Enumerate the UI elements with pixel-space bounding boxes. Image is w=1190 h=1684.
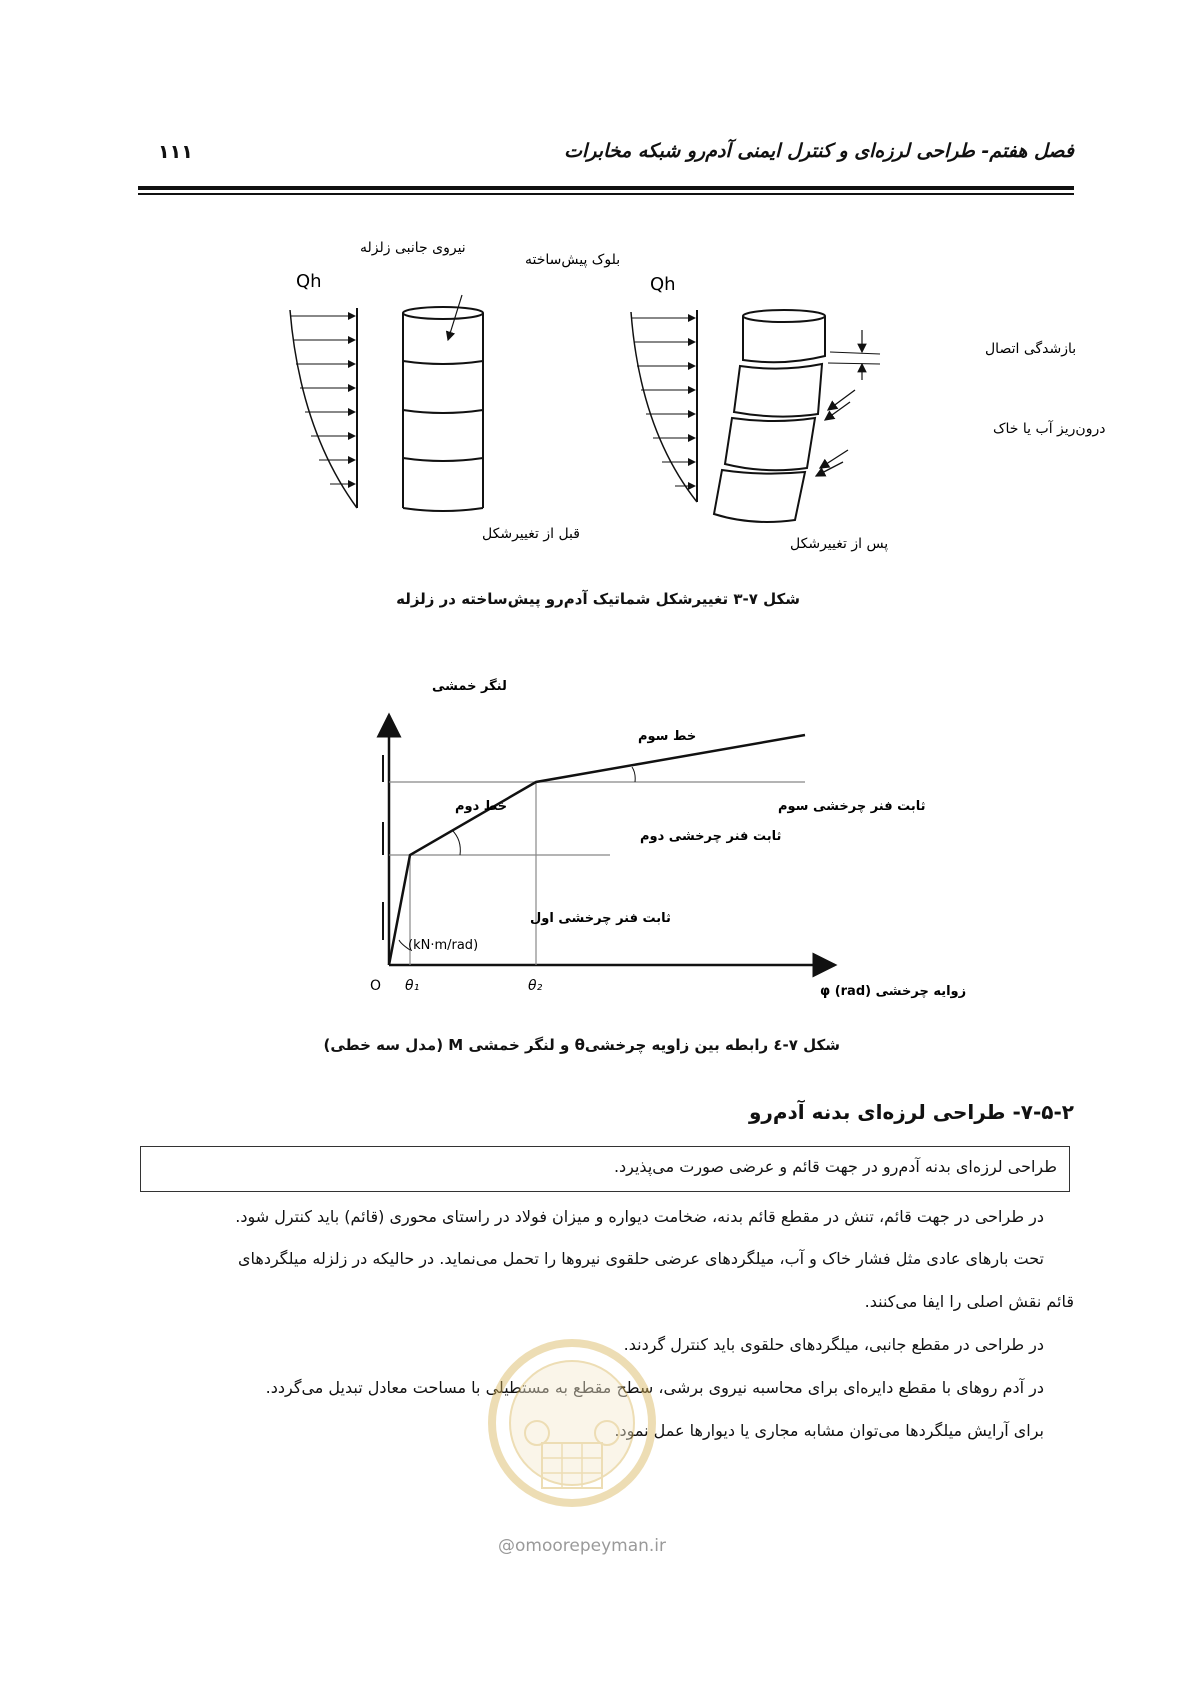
section-heading: ۷-۵-۲- طراحی لرزه‌ای بدنه آدم‌رو — [748, 1100, 1074, 1124]
inflow-arrows — [816, 390, 855, 476]
y-axis-label: لنگر خمشی — [432, 679, 507, 694]
boxed-statement-text: طراحی لرزه‌ای بدنه آدم‌رو در جهت قائم و عرضی صورت می‌پذیرد. — [613, 1157, 1057, 1176]
joint-opening-marker — [828, 330, 880, 380]
k2-label: ثابت فنر چرخشی دوم — [640, 829, 782, 844]
line3-label: خط سوم — [638, 729, 697, 744]
trilinear-curve — [389, 735, 805, 965]
theta1-label: θ₁ — [405, 978, 420, 994]
origin-label: O — [370, 978, 382, 994]
angle-arc-3 — [632, 767, 635, 782]
figure2-caption: شکل ۷-٤ رابطه بین زاویه چرخشیθ و لنگر خمشی M (مدل سه خطی) — [323, 1036, 840, 1054]
angle-arc-2 — [452, 830, 460, 855]
label-precast-block: بلوک پیش‌ساخته — [525, 252, 621, 268]
paragraph-5: در آدم روهای با مقطع دایره‌ای برای محاسبه نیروی برشی، سطح مقطع به مستطیلی با مساحت معادل تبدیل می‌گردد. — [265, 1378, 1044, 1397]
paragraph-3: قائم نقش اصلی را ایفا می‌کنند. — [864, 1292, 1074, 1311]
paragraph-1: در طراحی در جهت قائم، تنش در مقطع قائم بدنه، ضخامت دیواره و میزان فولاد در راستای محوری (قائم) باید کنترل شود. — [235, 1207, 1044, 1226]
line2-label: خط دوم — [455, 799, 508, 814]
paragraph-6: برای آرایش میلگردها می‌توان مشابه مجاری یا دیوارها عمل نمود. — [614, 1421, 1044, 1440]
label-qh-right: Qh — [650, 274, 676, 295]
figure-manhole-deformation — [0, 0, 1190, 600]
left-force-diagram — [290, 308, 357, 508]
manhole-after — [714, 310, 825, 522]
k3-label: ثابت فنر چرخشی سوم — [778, 799, 926, 814]
watermark-text: @omoorepeyman.ir — [498, 1536, 667, 1556]
page-number: ۱۱۱ — [158, 141, 193, 163]
label-water-inflow: درون‌ریز آب یا خاک — [993, 421, 1106, 437]
label-before-deformation: قبل از تغییرشکل — [482, 526, 580, 542]
right-force-diagram — [631, 310, 697, 502]
figure-trilinear-model — [0, 640, 1190, 1020]
label-joint-opening: بازشدگی اتصال — [985, 341, 1077, 357]
watermark-seal — [487, 1318, 657, 1528]
theta2-label: θ₂ — [528, 978, 543, 994]
unit-label: (kN·m/rad) — [408, 938, 479, 953]
boxed-statement — [140, 1146, 1070, 1192]
figure1-caption: شکل ۷-۳ تغییرشکل شماتیک آدم‌رو پیش‌ساخته در زلزله — [396, 590, 800, 608]
paragraph-2: تحت بارهای عادی مثل فشار خاک و آب، میلگردهای عرضی حلقوی نیروها را تحمل می‌نماید. در حالیکه در زلزله میلگردهای — [238, 1249, 1044, 1268]
k1-label: ثابت فنر چرخشی اول — [530, 911, 671, 926]
label-qh-left: Qh — [296, 271, 322, 292]
label-after-deformation: پس از تغییرشکل — [790, 536, 889, 552]
paragraph-4: در طراحی در مقطع جانبی، میلگردهای حلقوی باید کنترل گردند. — [623, 1335, 1044, 1354]
chapter-title: فصل هفتم- طراحی لرزه‌ای و کنترل ایمنی آدم‌رو شبکه مخابرات — [564, 140, 1074, 162]
manhole-before — [403, 307, 483, 511]
x-axis-label: زوایه چرخشی φ (rad) — [820, 984, 967, 999]
label-lateral-force: نیروی جانبی زلزله — [360, 240, 466, 256]
